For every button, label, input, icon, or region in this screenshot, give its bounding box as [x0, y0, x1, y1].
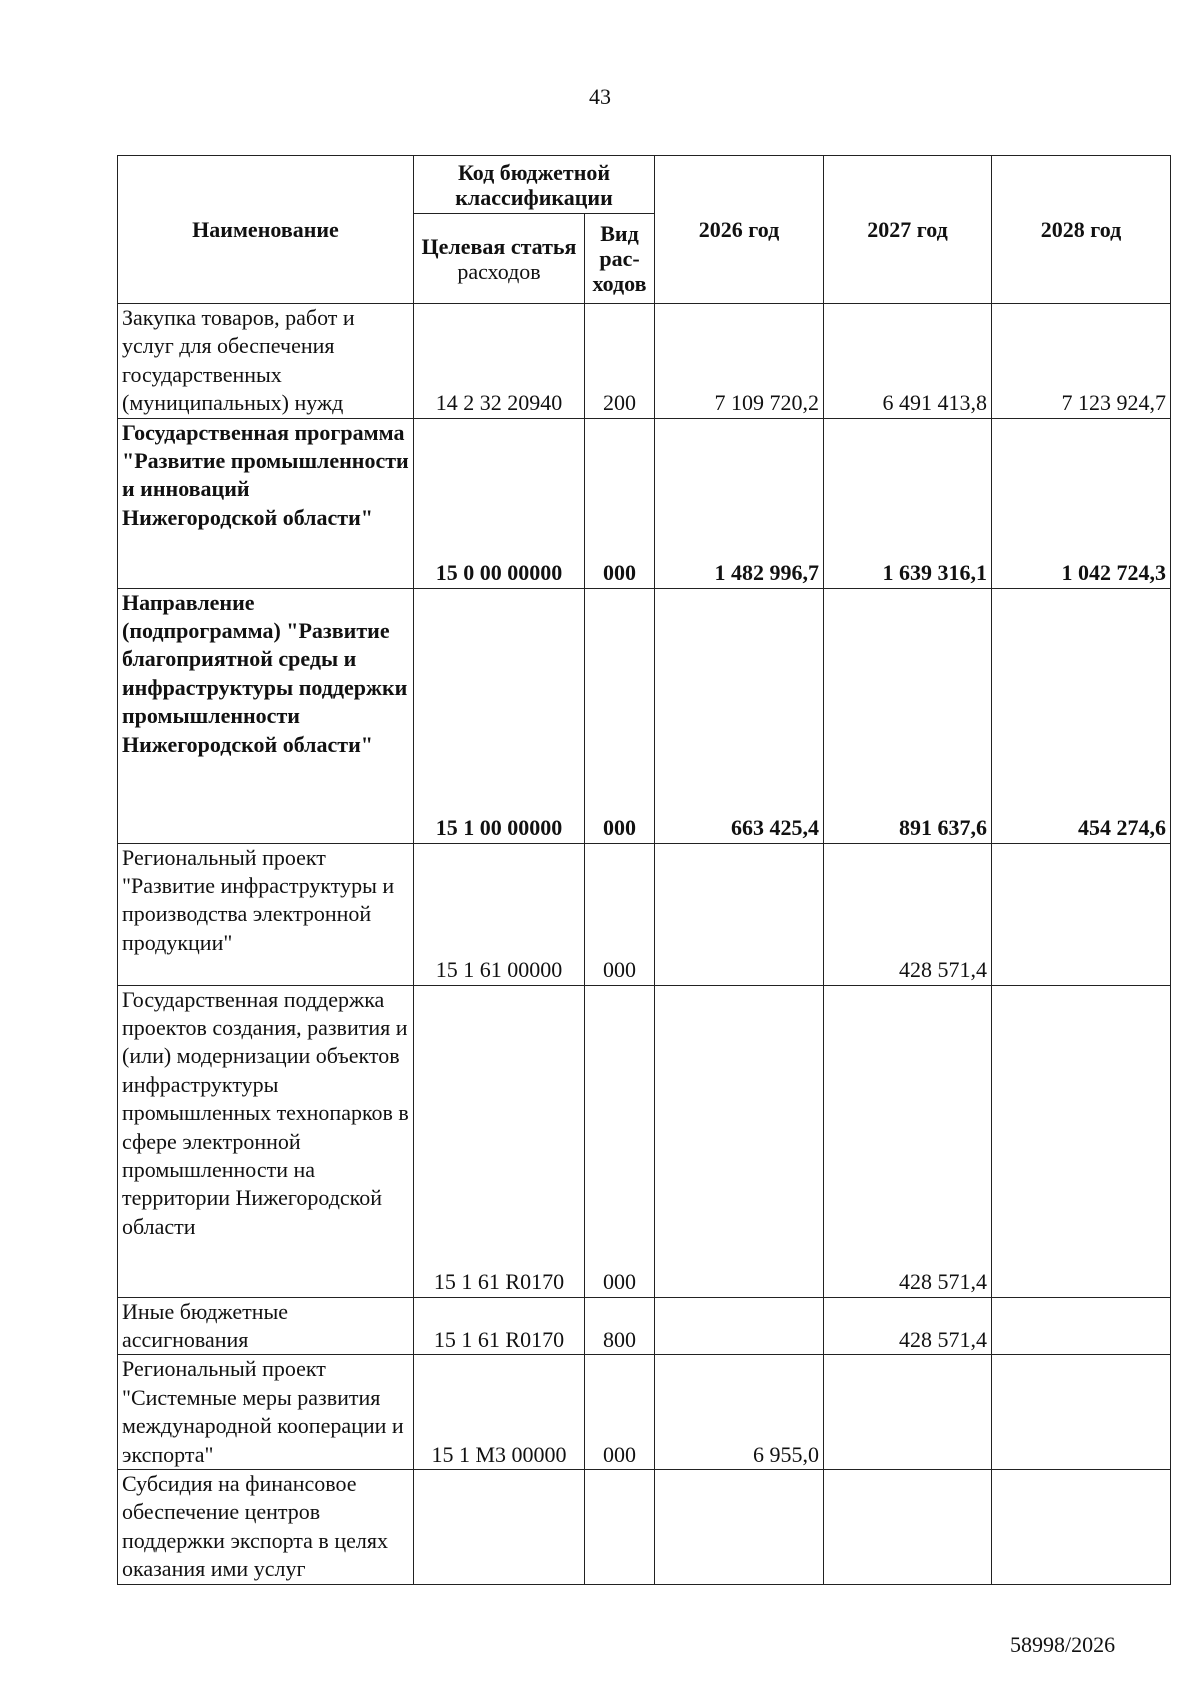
- row-2026-amount-cell: [655, 1297, 824, 1355]
- row-2028-amount-cell: [992, 1297, 1171, 1355]
- row-expense-kind-cell: 200: [585, 304, 655, 419]
- table-row: [118, 843, 1171, 985]
- row-target-article-cell: 15 1 61 00000: [414, 843, 585, 985]
- row-name-cell: Государственная поддержка проектов создания, развития и (или) модернизации объектов инфраструктуры промышленных технопарков в сфере электронной промышленности на территории Нижегородской области: [118, 985, 414, 1297]
- row-2026-amount-cell: 663 425,4: [655, 588, 824, 843]
- page-number: 43: [589, 84, 611, 109]
- row-2028-amount-cell: 7 123 924,7: [992, 304, 1171, 419]
- row-target-article-cell: 15 1 M3 00000: [414, 1355, 585, 1470]
- row-expense-kind-cell: 000: [585, 588, 655, 843]
- row-2028-amount-cell: [992, 843, 1171, 985]
- table-body: [118, 304, 1171, 1585]
- row-expense-kind-cell: 000: [585, 418, 655, 588]
- row-expense-kind-cell: 000: [585, 985, 655, 1297]
- row-2028-amount-cell: [992, 985, 1171, 1297]
- row-2026-amount-cell: 1 482 996,7: [655, 418, 824, 588]
- row-2028-amount-cell: 454 274,6: [992, 588, 1171, 843]
- header-2026: 2026 год: [655, 156, 824, 304]
- row-target-article-cell: [414, 1470, 585, 1585]
- table-row: [118, 588, 1171, 843]
- row-2026-amount-cell: [655, 843, 824, 985]
- row-2027-amount-cell: [824, 1355, 992, 1470]
- row-name-cell: Иные бюджетные ассигнования: [118, 1297, 414, 1355]
- header-code-group: Код бюджетной классификации: [414, 156, 655, 214]
- table-row: [118, 304, 1171, 419]
- table-row: [118, 985, 1171, 1297]
- header-target-article-bold: Целевая статья: [421, 233, 577, 259]
- header-target-article: [414, 214, 585, 304]
- row-name-cell: Субсидия на финансовое обеспечение центров поддержки экспорта в целях оказания ими услуг: [118, 1470, 414, 1585]
- row-target-article-cell: 15 1 00 00000: [414, 588, 585, 843]
- row-2026-amount-cell: [655, 985, 824, 1297]
- row-target-article-cell: 15 1 61 R0170: [414, 985, 585, 1297]
- row-2026-amount-cell: 7 109 720,2: [655, 304, 824, 419]
- row-expense-kind-cell: 800: [585, 1297, 655, 1355]
- document-number: 58998/2026: [1010, 1632, 1116, 1657]
- row-name-cell: Государственная программа "Развитие промышленности и инноваций Нижегородской области": [118, 418, 414, 588]
- row-2027-amount-cell: 428 571,4: [824, 843, 992, 985]
- row-2028-amount-cell: 1 042 724,3: [992, 418, 1171, 588]
- table-row: [118, 418, 1171, 588]
- row-expense-kind-cell: 000: [585, 843, 655, 985]
- row-target-article-cell: 15 0 00 00000: [414, 418, 585, 588]
- header-2027: 2027 год: [824, 156, 992, 304]
- table-row: [118, 1355, 1171, 1470]
- header-2028: 2028 год: [992, 156, 1171, 304]
- row-2028-amount-cell: [992, 1355, 1171, 1470]
- row-target-article-cell: 15 1 61 R0170: [414, 1297, 585, 1355]
- row-2027-amount-cell: 6 491 413,8: [824, 304, 992, 419]
- row-2027-amount-cell: 428 571,4: [824, 985, 992, 1297]
- header-expense-kind: Вид рас- ходов: [585, 214, 655, 304]
- row-name-cell: Закупка товаров, работ и услуг для обеспечения государственных (муниципальных) нужд: [118, 304, 414, 419]
- row-2026-amount-cell: [655, 1470, 824, 1585]
- row-expense-kind-cell: 000: [585, 1355, 655, 1470]
- row-2027-amount-cell: 428 571,4: [824, 1297, 992, 1355]
- header-target-article-plain: расходов: [457, 258, 541, 284]
- table-row: [118, 1470, 1171, 1585]
- header-name: Наименование: [118, 156, 414, 304]
- row-2027-amount-cell: 1 639 316,1: [824, 418, 992, 588]
- budget-table: [117, 155, 1171, 1585]
- row-2026-amount-cell: 6 955,0: [655, 1355, 824, 1470]
- row-name-cell: Региональный проект "Развитие инфраструктуры и производства электронной продукции": [118, 843, 414, 985]
- row-name-cell: Направление (подпрограмма) "Развитие благоприятной среды и инфраструктуры поддержки промышленности Нижегородской области": [118, 588, 414, 843]
- table-row: [118, 1297, 1171, 1355]
- row-target-article-cell: 14 2 32 20940: [414, 304, 585, 419]
- row-2027-amount-cell: 891 637,6: [824, 588, 992, 843]
- row-name-cell: Региональный проект "Системные меры развития международной кооперации и экспорта": [118, 1355, 414, 1470]
- row-2028-amount-cell: [992, 1470, 1171, 1585]
- row-2027-amount-cell: [824, 1470, 992, 1585]
- row-expense-kind-cell: [585, 1470, 655, 1585]
